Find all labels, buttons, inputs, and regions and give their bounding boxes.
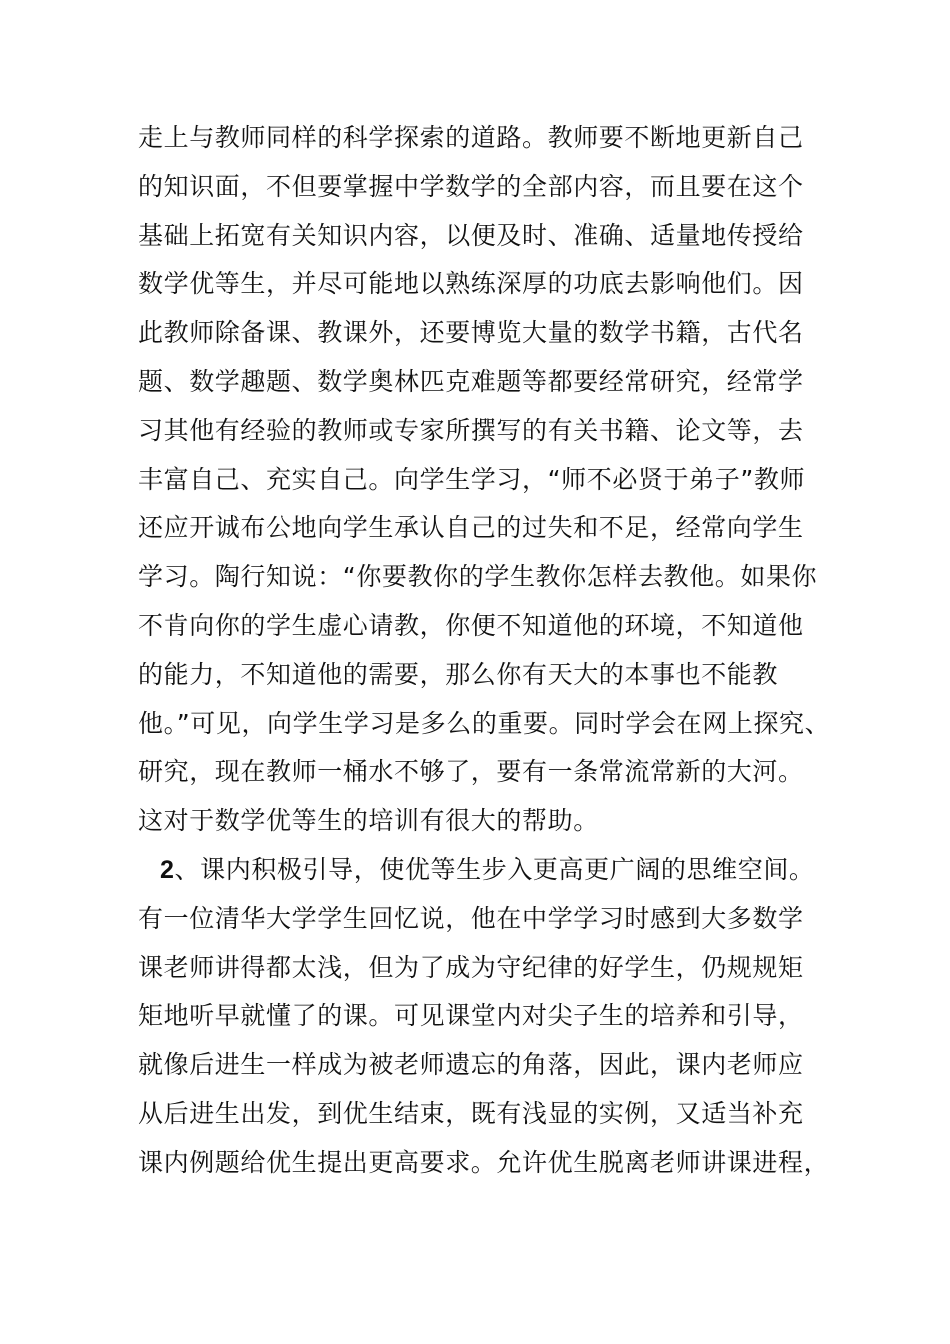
text-line: 就像后进生一样成为被老师遗忘的角落，因此，课内老师应 [138,1050,804,1080]
text-line: 课内例题给优生提出更高要求。允许优生脱离老师讲课进程， [138,1147,830,1177]
text-line: 走上与教师同样的科学探索的道路。教师要不断地更新自己 [138,123,804,152]
text-line: 学习。陶行知说：“你要教你的学生教你怎样去教他。如果你 [138,562,818,592]
text-line: 不肯向你的学生虚心请教，你便不知道他的环境，不知道他 [138,610,804,640]
section-heading-text: 、课内积极引导，使优等生步入更高更广阔的思维空间。 [174,854,815,884]
text-line: 题、数学趣题、数学奥林匹克难题等都要经常研究，经常学 [138,366,804,396]
text-line: 的能力，不知道他的需要，那么你有天大的本事也不能教 [138,659,779,689]
text-line: 从后进生出发，到优生结束，既有浅显的实例，又适当补充 [138,1098,804,1128]
text-line: 这对于数学优等生的培训有很大的帮助。 [138,806,599,836]
text-line: 他。”可见，向学生学习是多么的重要。同时学会在网上探究、 [138,708,831,738]
text-line: 课老师讲得都太浅，但为了成为守纪律的好学生，仍规规矩 [138,952,804,982]
text-line: 数学优等生，并尽可能地以熟练深厚的功底去影响他们。因 [138,269,804,299]
text-line: 习其他有经验的教师或专家所撰写的有关书籍、论文等，去 [138,415,804,445]
body-text [138,114,858,1188]
text-line: 研究，现在教师一桶水不够了，要有一条常流常新的大河。 [138,757,804,787]
text-line: 有一位清华大学学生回忆说，他在中学学习时感到大多数学 [138,903,804,933]
text-line: 的知识面，不但要掌握中学数学的全部内容，而且要在这个 [138,171,804,201]
text-line: 丰富自己、充实自己。向学生学习，“师不必贤于弟子”教师 [138,464,806,494]
text-line: 基础上拓宽有关知识内容，以便及时、准确、适量地传授给 [138,220,804,250]
text-line: 矩地听早就懂了的课。可见课堂内对尖子生的培养和引导， [138,1001,804,1031]
section-heading [138,846,858,895]
text-line: 还应开诚布公地向学生承认自己的过失和不足，经常向学生 [138,513,804,543]
text-line: 此教师除备课、教课外，还要博览大量的数学书籍，古代名 [138,318,804,348]
section-number: 2 [160,855,175,884]
